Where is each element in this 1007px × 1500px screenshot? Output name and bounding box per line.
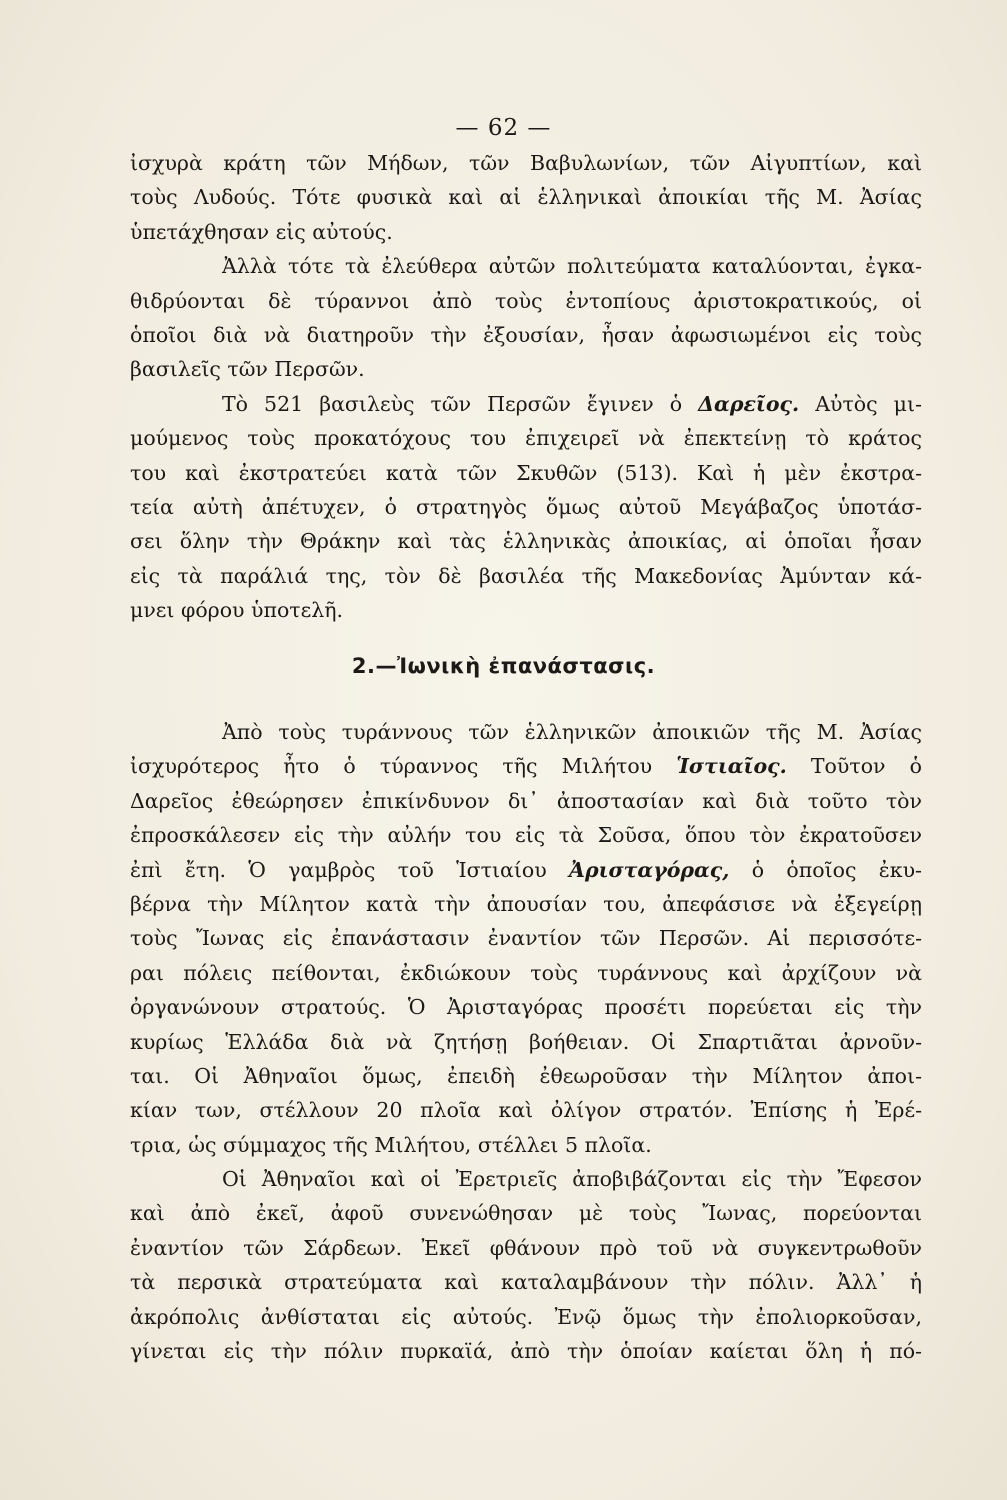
text-line: ἀκρόπολις ἀνθίσταται εἰς αὐτούς. Ἐνῷ ὅμως τὴν ἐπολιορκοῦσαν, <box>130 1304 922 1329</box>
text-line: του καὶ ἐκστρατεύει κατὰ τῶν Σκυθῶν (513). Καὶ ἡ μὲν ἐκστρα- <box>130 460 922 485</box>
text-run: Τὸ 521 βασιλεὺς τῶν Περσῶν ἔγινεν ὁ <box>222 391 683 416</box>
text-line: ὁποῖοι διὰ νὰ διατηροῦν τὴν ἐξουσίαν, ἦσαν ἀφωσιωμένοι εἰς τοὺς <box>130 322 922 347</box>
text-line: εἰς τὰ παράλιά της, τὸν δὲ βασιλέα τῆς Μακεδονίας Ἀμύνταν κά- <box>130 563 922 588</box>
text-line: ὑπετάχθησαν εἰς αὐτούς. <box>130 219 393 244</box>
text-run: Τοῦτον ὁ <box>810 754 922 779</box>
text-line: ραι πόλεις πείθονται, ἐκδιώκουν τοὺς τυράννους καὶ ἀρχίζουν νὰ <box>130 960 922 985</box>
text-line: τοὺς Λυδούς. Τότε φυσικὰ καὶ αἱ ἑλληνικαὶ ἀποικίαι τῆς Μ. Ἀσίας <box>130 185 922 210</box>
page-number: — 62 — <box>455 115 552 141</box>
text-line: κυρίως Ἑλλάδα διὰ νὰ ζητήσῃ βοήθειαν. Οἱ Σπαρτιᾶται ἀρνοῦν- <box>130 1029 922 1054</box>
text-line: καὶ ἀπὸ ἐκεῖ, ἀφοῦ συνενώθησαν μὲ τοὺς Ἴωνας, πορεύονται <box>130 1201 922 1226</box>
text-line: Δαρεῖος ἐθεώρησεν ἐπικίνδυνον δι᾽ ἀποστασίαν καὶ διὰ τοῦτο τὸν <box>130 788 922 813</box>
text-line <box>130 749 922 783</box>
text-line: μνει φόρου ὑποτελῆ. <box>130 598 344 623</box>
text-run: Αὐτὸς μι- <box>815 391 922 416</box>
text-line: ἐναντίον τῶν Σάρδεων. Ἐκεῖ φθάνουν πρὸ τοῦ νὰ συγκεντρωθοῦν <box>130 1235 922 1260</box>
text-line: βέρνα τὴν Μίλητον κατὰ τὴν ἀπουσίαν του, ἀπεφάσισε νὰ ἐξεγείρῃ <box>130 891 922 916</box>
text-line: βασιλεῖς τῶν Περσῶν. <box>130 357 365 382</box>
text-line: Οἱ Ἀθηναῖοι καὶ οἱ Ἐρετριεῖς ἀποβιβάζονται εἰς τὴν Ἔφεσον <box>222 1167 922 1192</box>
text-line: μούμενος τοὺς προκατόχους του ἐπιχειρεῖ νὰ ἐπεκτείνῃ τὸ κράτος <box>130 426 922 451</box>
text-line: σει ὅλην τὴν Θράκην καὶ τὰς ἑλληνικὰς ἀποικίας, αἱ ὁποῖαι ἦσαν <box>130 529 922 554</box>
text-line: τρια, ὡς σύμμαχος τῆς Μιλήτου, στέλλει 5 πλοῖα. <box>130 1132 652 1157</box>
text-line <box>130 387 922 421</box>
text-line: κίαν των, στέλλουν 20 πλοῖα καὶ ὀλίγον στρατόν. Ἐπίσης ἡ Ἐρέ- <box>130 1098 922 1123</box>
text-run: ὁ ὁποῖος ἐκυ- <box>751 857 922 882</box>
emphasized-name: Ἱστιαῖος. <box>676 754 787 779</box>
text-run: ἰσχυρότερος ἦτο ὁ τύραννος τῆς Μιλήτου <box>130 754 653 779</box>
text-line: τοὺς Ἴωνας εἰς ἐπανάστασιν ἐναντίον τῶν Περσῶν. Αἱ περισσότε- <box>130 926 922 951</box>
text-line: ται. Οἱ Ἀθηναῖοι ὅμως, ἐπειδὴ ἐθεωροῦσαν τὴν Μίλητον ἀποι- <box>130 1063 922 1088</box>
text-line: θιδρύονται δὲ τύραννοι ἀπὸ τοὺς ἐντοπίους ἀριστοκρατικούς, οἱ <box>130 288 922 313</box>
section-heading: 2.—Ἰωνικὴ ἐπανάστασις. <box>351 654 656 678</box>
text-block-lower <box>130 715 922 1368</box>
text-block-upper <box>130 146 922 627</box>
emphasized-name: Ἀρισταγόρας, <box>569 857 730 882</box>
text-line: γίνεται εἰς τὴν πόλιν πυρκαϊά, ἀπὸ τὴν ὁποίαν καίεται ὅλη ἡ πό- <box>130 1339 922 1364</box>
text-line: τεία αὐτὴ ἀπέτυχεν, ὁ στρατηγὸς ὅμως αὐτοῦ Μεγάβαζος ὑποτάσ- <box>130 494 922 519</box>
text-line <box>130 853 922 887</box>
text-line: ὀργανώνουν στρατούς. Ὁ Ἀρισταγόρας προσέτι πορεύεται εἰς τὴν <box>130 995 922 1020</box>
text-line: ἰσχυρὰ κράτη τῶν Μήδων, τῶν Βαβυλωνίων, τῶν Αἰγυπτίων, καὶ <box>130 151 922 175</box>
text-run: ἐπὶ ἔτη. Ὁ γαμβρὸς τοῦ Ἱστιαίου <box>130 857 547 882</box>
text-line: ἐπροσκάλεσεν εἰς τὴν αὐλήν του εἰς τὰ Σοῦσα, ὅπου τὸν ἐκρατοῦσεν <box>130 823 922 848</box>
text-line: Ἀλλὰ τότε τὰ ἐλεύθερα αὐτῶν πολιτεύματα καταλύονται, ἐγκα- <box>222 254 922 279</box>
text-line: Ἀπὸ τοὺς τυράννους τῶν ἑλληνικῶν ἀποικιῶν τῆς Μ. Ἀσίας <box>222 720 922 744</box>
text-line: τὰ περσικὰ στρατεύματα καὶ καταλαμβάνουν τὴν πόλιν. Ἀλλ᾽ ἡ <box>130 1270 922 1295</box>
emphasized-name: Δαρεῖος. <box>698 391 800 416</box>
